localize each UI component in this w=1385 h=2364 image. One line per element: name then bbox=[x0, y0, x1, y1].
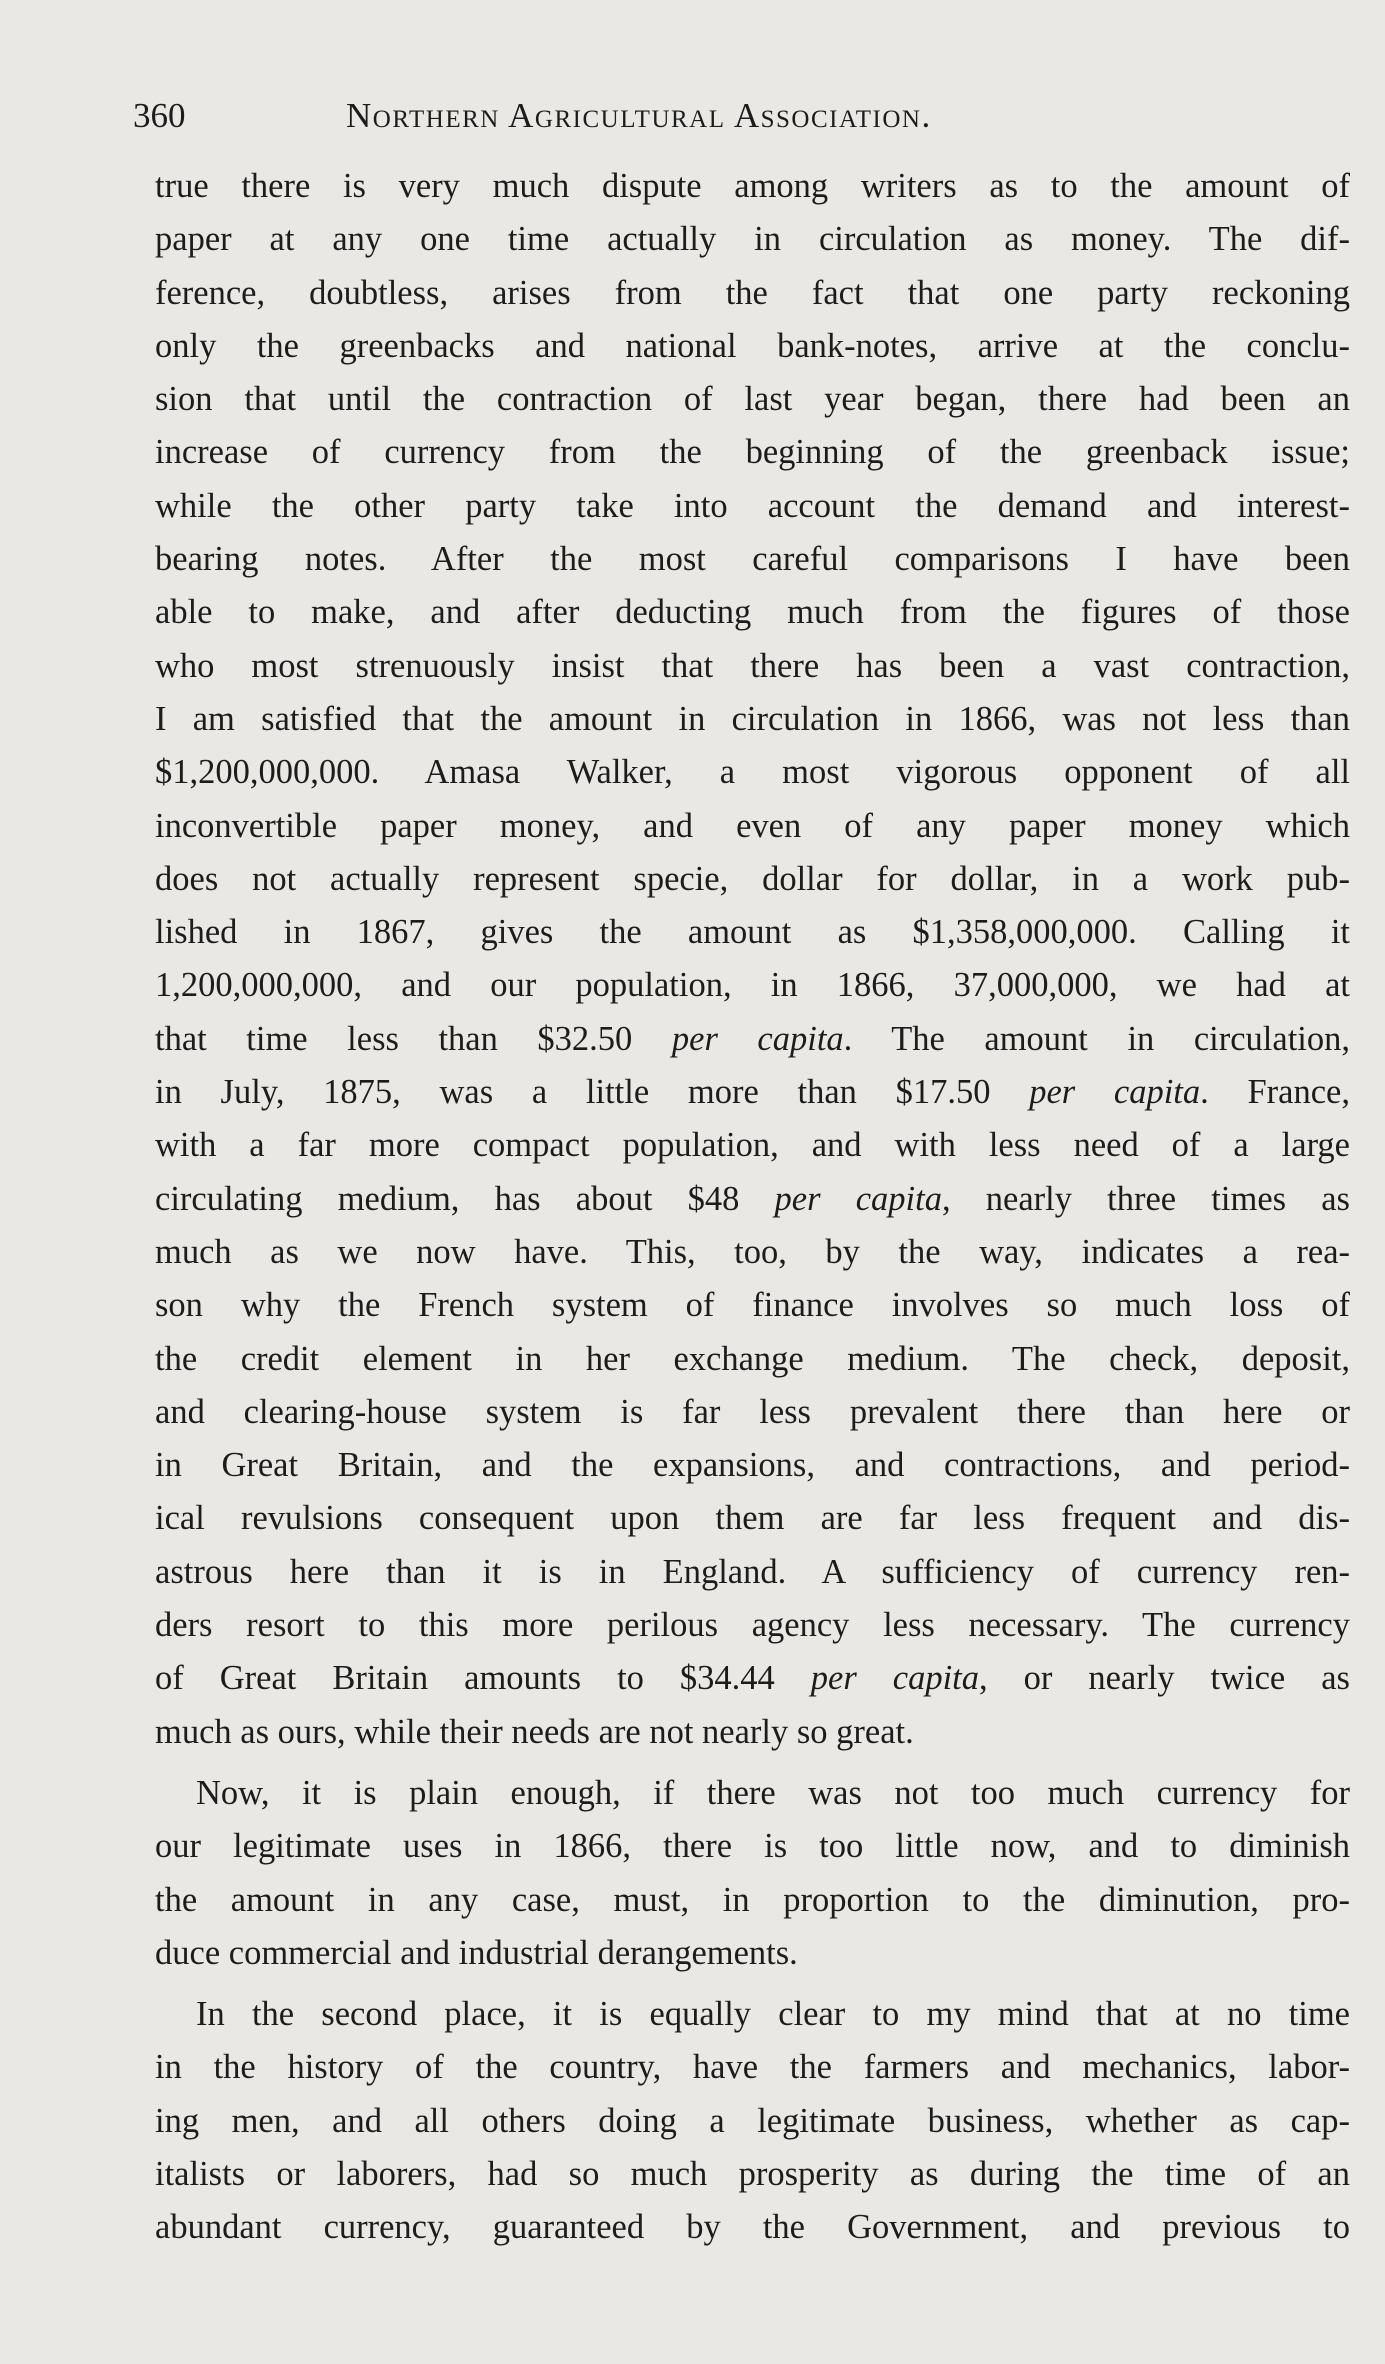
text-run: , or nearly twice as bbox=[978, 1659, 1350, 1698]
text-line: $1,200,000,000. Amasa Walker, a most vigorous opponent of all bbox=[155, 753, 1350, 792]
text-line: 1,200,000,000, and our population, in 1866, 37,000,000, we had at bbox=[155, 966, 1350, 1005]
text-line: able to make, and after deducting much from the figures of those bbox=[155, 593, 1350, 632]
text-line: abundant currency, guaranteed by the Government, and previous to bbox=[155, 2208, 1350, 2247]
text-line: our legitimate uses in 1866, there is too little now, and to diminish bbox=[155, 1827, 1350, 1866]
text-line: paper at any one time actually in circulation as money. The dif- bbox=[155, 220, 1350, 259]
body-text bbox=[155, 160, 1350, 2255]
text-line: while the other party take into account the demand and interest- bbox=[155, 486, 1350, 525]
italic-text: per capita bbox=[810, 1659, 979, 1698]
text-line: and clearing-house system is far less prevalent there than here or bbox=[155, 1392, 1350, 1431]
text-line: ical revulsions consequent upon them are far less frequent and dis- bbox=[155, 1499, 1350, 1538]
running-head bbox=[133, 92, 1348, 140]
running-title: Northern Agricultural Association. bbox=[346, 96, 932, 135]
text-line: the credit element in her exchange medium. The check, deposit, bbox=[155, 1339, 1350, 1378]
text-line bbox=[155, 1173, 1350, 1226]
text-line: italists or laborers, had so much prosperity as during the time of an bbox=[155, 2154, 1350, 2193]
text-line: in Great Britain, and the expansions, and contractions, and period- bbox=[155, 1446, 1350, 1485]
text-line bbox=[155, 1652, 1350, 1705]
text-line: bearing notes. After the most careful comparisons I have been bbox=[155, 540, 1350, 579]
text-run: , nearly three times as bbox=[941, 1179, 1350, 1218]
text-line: inconvertible paper money, and even of any paper money which bbox=[155, 806, 1350, 845]
text-line: in the history of the country, have the farmers and mechanics, labor- bbox=[155, 2048, 1350, 2087]
text-line bbox=[155, 1066, 1350, 1119]
text-run: . The amount in circulation, bbox=[843, 1019, 1350, 1058]
text-line: increase of currency from the beginning of the greenback issue; bbox=[155, 433, 1350, 472]
paragraph-start-line: Now, it is plain enough, if there was not too much currency for bbox=[196, 1773, 1350, 1812]
text-run: circulating medium, has about $48 bbox=[155, 1179, 775, 1218]
text-line bbox=[155, 1013, 1350, 1066]
text-run: in July, 1875, was a little more than $17.50 bbox=[155, 1073, 1030, 1112]
text-line: sion that until the contraction of last year began, there had been an bbox=[155, 380, 1350, 419]
text-line: son why the French system of finance involves so much loss of bbox=[155, 1286, 1350, 1325]
text-line: much as ours, while their needs are not nearly so great. bbox=[155, 1712, 914, 1751]
text-line: ference, doubtless, arises from the fact that one party reckoning bbox=[155, 273, 1350, 312]
text-line: only the greenbacks and national bank-notes, arrive at the conclu- bbox=[155, 326, 1350, 365]
italic-text: per capita bbox=[774, 1179, 942, 1218]
paragraph-start-line: In the second place, it is equally clear to my mind that at no time bbox=[196, 1995, 1350, 2034]
text-line: with a far more compact population, and with less need of a large bbox=[155, 1126, 1350, 1165]
text-line: the amount in any case, must, in proportion to the diminution, pro- bbox=[155, 1880, 1350, 1919]
text-line: true there is very much dispute among writers as to the amount of bbox=[155, 167, 1350, 205]
italic-text: per capita bbox=[1029, 1073, 1201, 1112]
text-line: duce commercial and industrial derangements. bbox=[155, 1933, 798, 1972]
text-line: ing men, and all others doing a legitimate business, whether as cap- bbox=[155, 2101, 1350, 2140]
text-run: of Great Britain amounts to $34.44 bbox=[155, 1659, 811, 1698]
italic-text: per capita bbox=[671, 1019, 844, 1058]
text-line: does not actually represent specie, dollar for dollar, in a work pub- bbox=[155, 859, 1350, 898]
page-number: 360 bbox=[133, 96, 186, 135]
text-line: who most strenuously insist that there has been a vast contraction, bbox=[155, 646, 1350, 685]
text-line: much as we now have. This, too, by the way, indicates a rea- bbox=[155, 1232, 1350, 1271]
text-run: that time less than $32.50 bbox=[155, 1019, 672, 1058]
text-line: astrous here than it is in England. A sufficiency of currency ren- bbox=[155, 1552, 1350, 1591]
text-line: I am satisfied that the amount in circulation in 1866, was not less than bbox=[155, 699, 1350, 738]
text-line: ders resort to this more perilous agency less necessary. The currency bbox=[155, 1606, 1350, 1645]
text-line: lished in 1867, gives the amount as $1,358,000,000. Calling it bbox=[155, 913, 1350, 952]
text-run: . France, bbox=[1200, 1073, 1350, 1112]
